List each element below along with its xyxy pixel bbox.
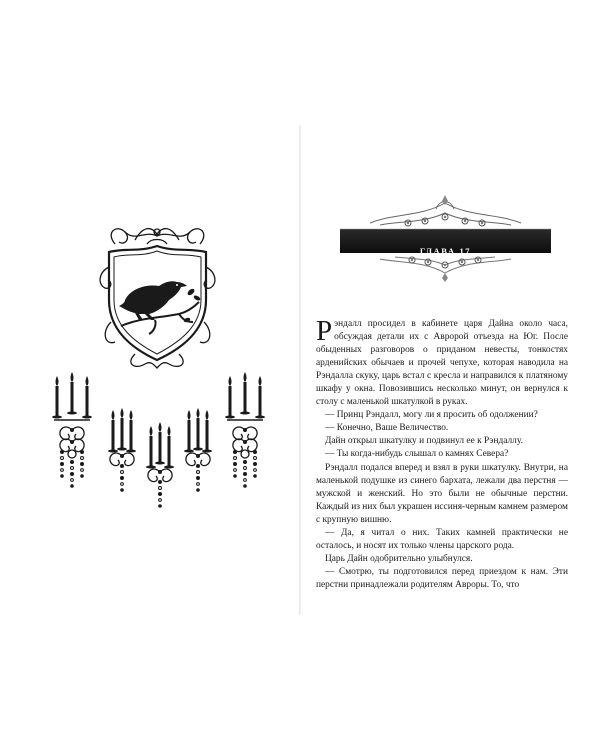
chapter-title: ГЛАВА 17 — [419, 246, 472, 256]
paragraph: Царь Дайн одобрительно улыбнулся. — [325, 553, 473, 564]
paragraph: — Конечно, Ваше Величество. — [325, 423, 449, 434]
paragraph: — Принц Рэндалл, могу ли я просить об одолжении? — [325, 410, 538, 421]
candelabra-icon — [40, 372, 280, 512]
drop-cap: Р — [316, 315, 333, 347]
paragraph: — Смотрю, ты подготовился перед приездом к нам. Эти перстни принадлежали родителям Авроры. То, что — [316, 566, 568, 590]
paragraph: Рэндалл просидел в кабинете царя Дайна около часа, обсуждая детали их с Авророй отъезда на Юг. После обыденных разговоров о приданом невесты, тонкостях арденийских обычаев и прочей чепухе, которая наводила на Рэндалла скуку, царь встал с кресла и направился к платяному шкафу у окна. Повозившись несколько минут, он вернулся к столу с маленькой шкатулкой в руках. — [316, 315, 568, 408]
chapter-text — [316, 315, 568, 592]
paragraph: — Ты когда-нибудь слышал о камнях Севера? — [325, 449, 509, 460]
ornament-crown-icon — [340, 165, 551, 285]
crest-raven-icon — [95, 222, 220, 372]
paragraph: Рэндалл подался вперед и взял в руки шкатулку. Внутри, на маленькой подушке из синего бархата, лежали два перстня — мужской и женский. Но это были не обычные перстни. Каждый из них был украшен иссиня-черным камнем размером с крупную вишню. — [316, 462, 568, 525]
paragraph: Дайн открыл шкатулку и подвинул ее к Рэндаллу. — [325, 436, 523, 447]
paragraph: — Да, я читал о них. Таких камней практически не осталось, и носят их только члены царского рода. — [316, 527, 568, 551]
